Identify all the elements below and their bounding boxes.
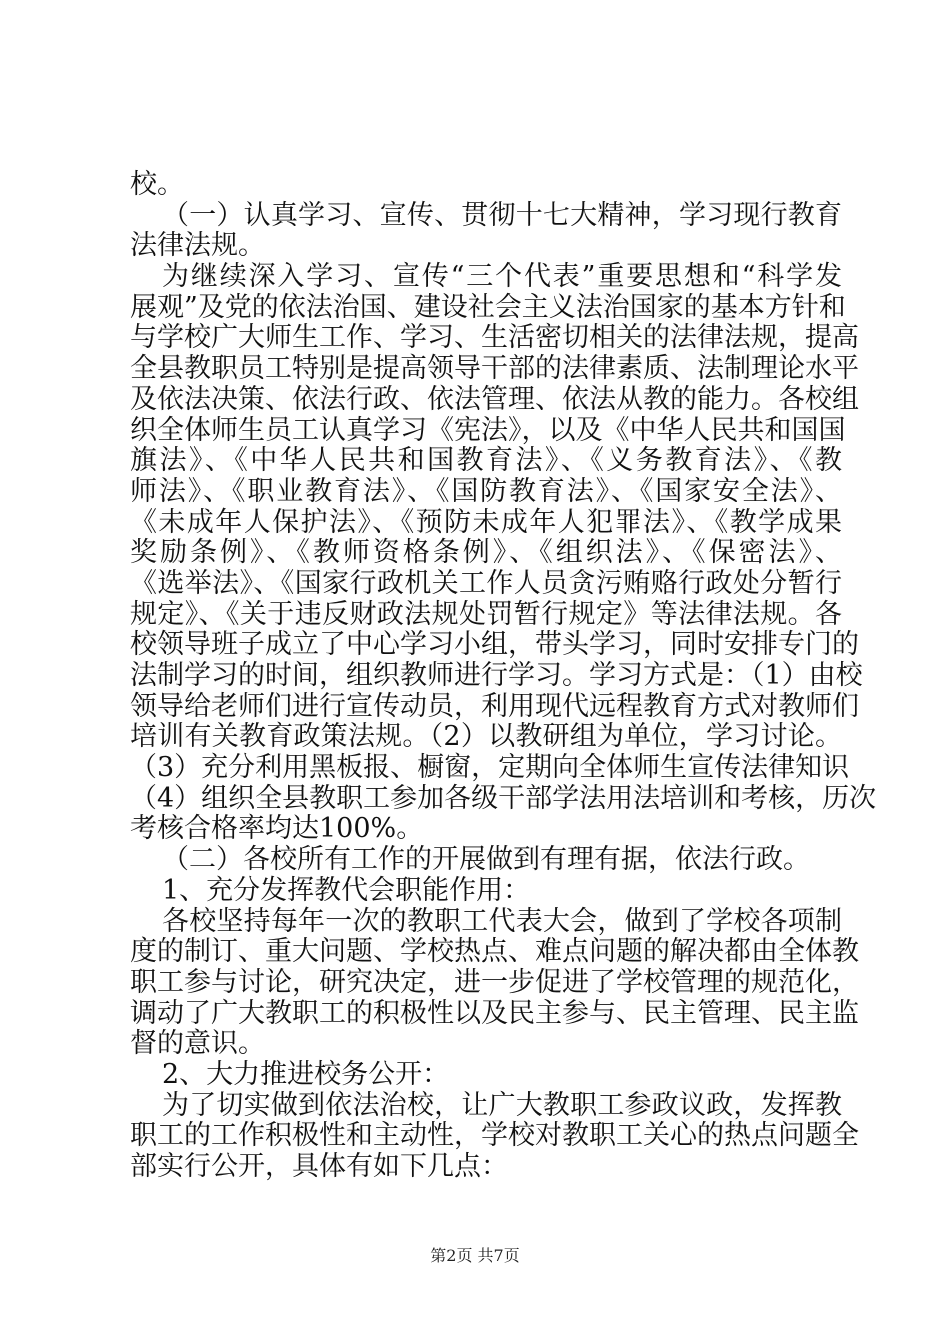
text-line: 2、大力推进校务公开： [162, 1058, 450, 1090]
page-footer: 第2页 共7页 [430, 1246, 520, 1265]
text-line: 考核合格率均达100%。 [130, 813, 424, 845]
text-line: 校领导班子成立了中心学习小组，带头学习，同时安排专门的 [130, 629, 859, 661]
text-line: 校。 [130, 169, 184, 200]
text-line: 调动了广大教职工的积极性以及民主参与、民主管理、民主监 [130, 997, 859, 1029]
text-line: 部实行公开，具体有如下几点： [130, 1151, 508, 1182]
text-line: 督的意识。 [130, 1028, 265, 1060]
text-line: 展观”及党的依法治国、建设社会主义法治国家的基本方针和 [130, 291, 846, 323]
text-line: 为了切实做到依法治校，让广大教职工参政议政，发挥教 [162, 1089, 842, 1121]
text-line: 1、充分发挥教代会职能作用： [162, 874, 531, 906]
text-line: 职工的工作积极性和主动性，学校对教职工关心的热点问题全 [130, 1120, 859, 1152]
text-line: 各校坚持每年一次的教职工代表大会，做到了学校各项制 [162, 905, 842, 937]
text-line: 职工参与讨论，研究决定，进一步促进了学校管理的规范化， [130, 966, 859, 998]
text-line: 奖励条例》、《教师资格条例》、《组织法》、《保密法》、 [130, 537, 842, 569]
text-line: 织全体师生员工认真学习《宪法》，以及《中华人民共和国国 [130, 414, 846, 446]
text-line: （4）组织全县教职工参加各级干部学法用法培训和考核，历次 [130, 782, 877, 814]
text-line: （二）各校所有工作的开展做到有理有据，依法行政。 [162, 844, 810, 876]
text-line: （3）充分利用黑板报、橱窗，定期向全体师生宣传法律知识 [130, 752, 850, 784]
text-line: 度的制订、重大问题、学校热点、难点问题的解决都由全体教 [130, 936, 859, 968]
text-line: 师法》、《职业教育法》、《国防教育法》、《国家安全法》、 [130, 475, 842, 507]
text-line: 规定》、《关于违反财政法规处罚暂行规定》等法律法规。各 [130, 598, 842, 630]
text-line: 及依法决策、依法行政、依法管理、依法从教的能力。各校组 [130, 383, 859, 415]
text-line: 《选举法》、《国家行政机关工作人员贪污贿赂行政处分暂行 [130, 567, 842, 599]
text-line: 与学校广大师生工作、学习、生活密切相关的法律法规，提高 [130, 322, 859, 354]
text-line: 法制学习的时间，组织教师进行学习。学习方式是：（1）由校 [130, 660, 863, 691]
text-line: 法律法规。 [130, 230, 265, 262]
text-line: 《未成年人保护法》、《预防未成年人犯罪法》、《教学成果 [130, 506, 842, 538]
text-line: 全县教职员工特别是提高领导干部的法律素质、法制理论水平 [130, 353, 859, 385]
text-line: 旗法》、《中华人民共和国教育法》、《义务教育法》、《教 [130, 445, 842, 477]
text-line: 为继续深入学习、宣传“三个代表”重要思想和“科学发 [162, 261, 842, 293]
text-line: 领导给老师们进行宣传动员，利用现代远程教育方式对教师们 [130, 690, 859, 722]
text-line: （一）认真学习、宣传、贯彻十七大精神，学习现行教育 [162, 199, 842, 231]
document-body [130, 169, 877, 1183]
text-line: 培训有关教育政策法规。（2）以教研组为单位，学习讨论。 [130, 721, 842, 753]
